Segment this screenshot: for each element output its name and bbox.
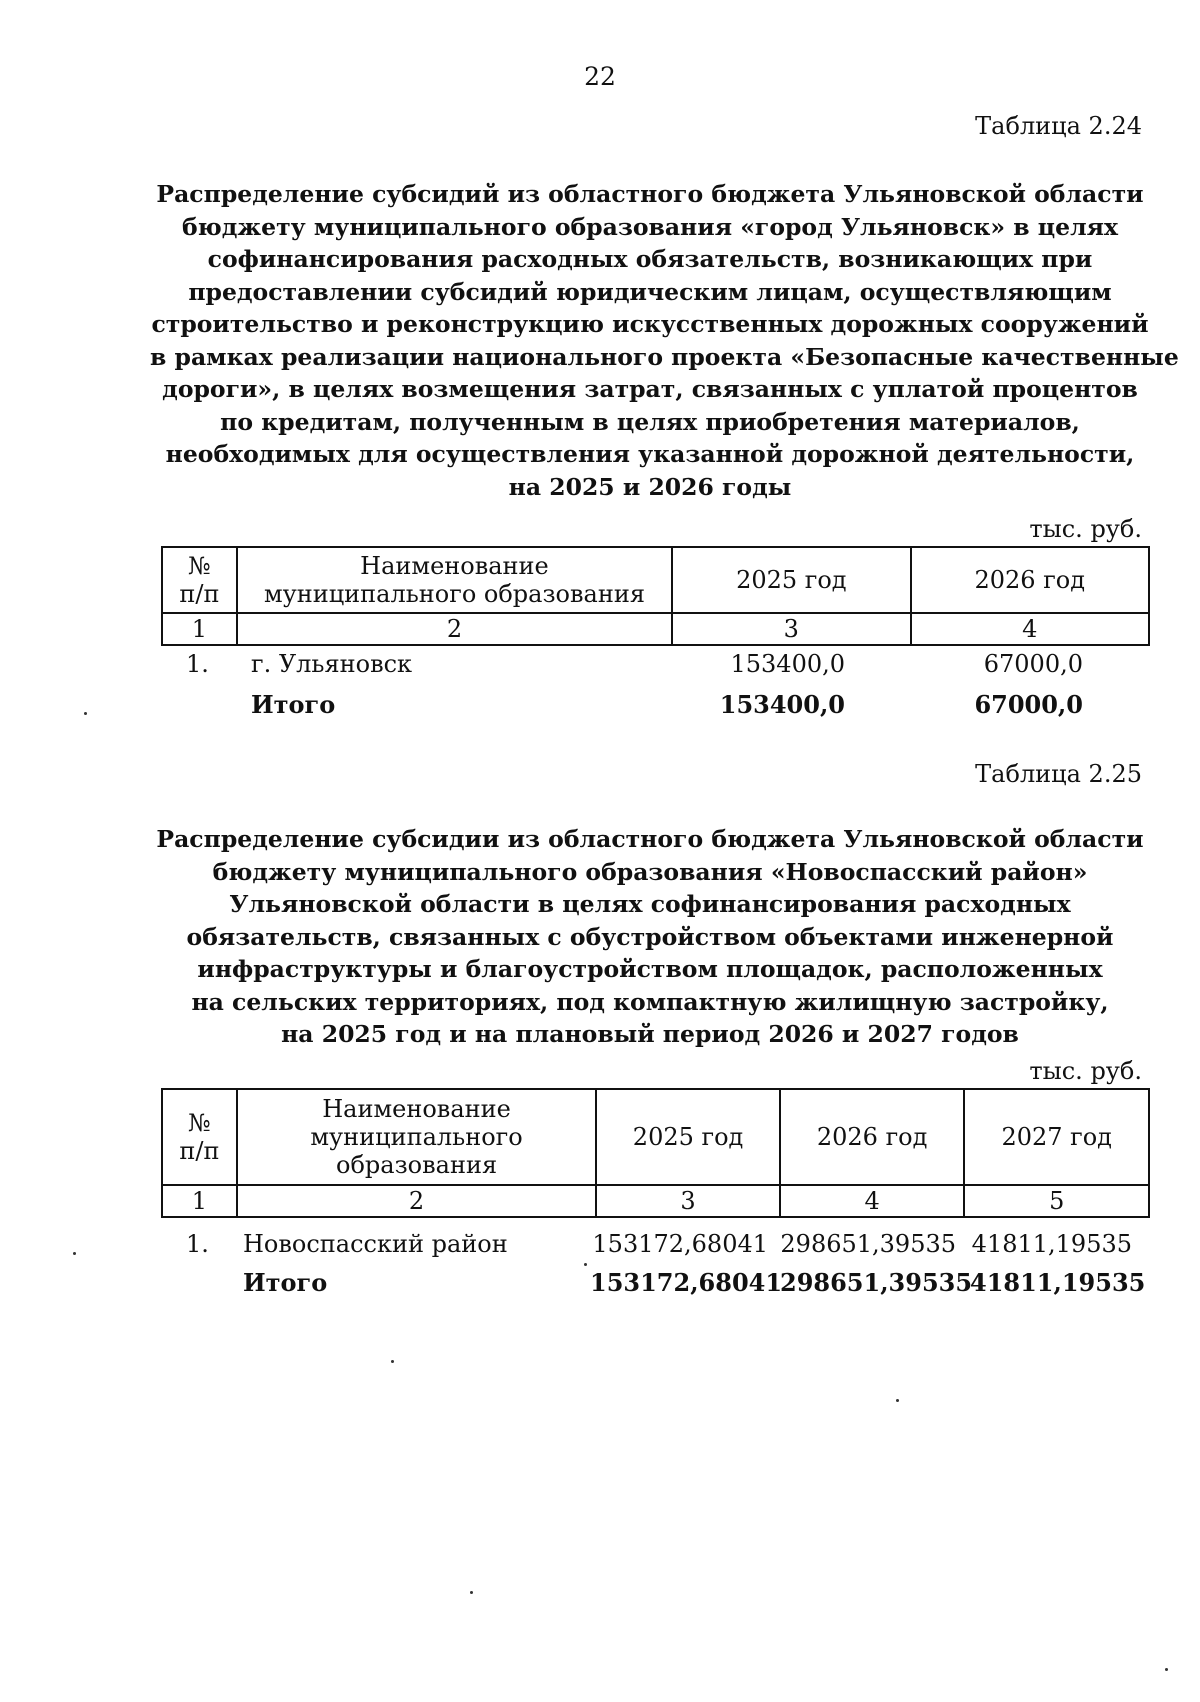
row-value-2027: 41811,19535: [971, 1230, 1132, 1258]
title-line: в рамках реализации национального проекта «Безопасные качественные: [150, 342, 1179, 371]
row-value-2026: 67000,0: [983, 650, 1083, 678]
header-num-line: №: [188, 1109, 211, 1137]
title-line: инфраструктуры и благоустройством площадок, расположенных: [197, 955, 1103, 983]
title-line: бюджету муниципального образования «Новоспасский район»: [212, 857, 1088, 886]
title-line: на 2025 год и на плановый период 2026 и 2027 годов: [281, 1020, 1019, 1048]
total-value-2026: 67000,0: [974, 690, 1083, 719]
table-title-2-24: [150, 178, 1179, 503]
total-row: [0, 1268, 1200, 1298]
header-2025-cell: 2025 год: [672, 547, 910, 613]
title-line: обязательств, связанных с обустройством объектами инженерной: [186, 922, 1114, 951]
row-number: 1.: [186, 1230, 209, 1258]
table-header-2-25: [161, 1088, 1150, 1218]
scan-speck: [470, 1591, 473, 1594]
scan-speck: [84, 712, 87, 715]
title-line: Распределение субсидии из областного бюджета Ульяновской области: [156, 825, 1144, 853]
column-number-cell: 1: [162, 613, 237, 645]
table-header-2-24: [161, 546, 1150, 646]
total-label: Итого: [251, 690, 336, 719]
scan-speck: [584, 1263, 587, 1266]
table-row: [0, 650, 1200, 680]
header-2027-cell: 2027 год: [964, 1089, 1149, 1185]
header-name-line: образования: [336, 1151, 498, 1179]
title-line: предоставлении субсидий юридическим лицам, осуществляющим: [188, 277, 1112, 306]
row-value-2025: 153400,0: [730, 650, 845, 678]
column-number-cell: 4: [911, 613, 1149, 645]
units-label-2-25: тыс. руб.: [1029, 1057, 1142, 1085]
title-line: Распределение субсидий из областного бюджета Ульяновской области: [156, 180, 1144, 208]
header-num-line: №: [188, 552, 211, 580]
table-title-2-25: [150, 823, 1150, 1051]
title-line: на сельских территориях, под компактную жилищную застройку,: [191, 987, 1109, 1016]
table-row: [0, 1230, 1200, 1260]
header-name-cell: [237, 547, 672, 613]
header-name-line: Наименование: [322, 1095, 511, 1123]
total-label: Итого: [243, 1268, 328, 1297]
header-num-line: п/п: [179, 1137, 220, 1165]
scan-speck: [73, 1252, 76, 1255]
header-num-cell: [162, 547, 237, 613]
total-value-2025: 153400,0: [719, 690, 845, 719]
title-line: бюджету муниципального образования «город Ульяновск» в целях: [181, 212, 1119, 241]
page-number: 22: [584, 62, 616, 91]
column-number-cell: 5: [964, 1185, 1149, 1217]
column-number-cell: 3: [596, 1185, 780, 1217]
column-number-cell: 4: [780, 1185, 965, 1217]
table-label-2-24: Таблица 2.24: [975, 112, 1142, 140]
row-value-2025: 153172,68041: [592, 1230, 768, 1258]
title-line: необходимых для осуществления указанной дорожной деятельности,: [165, 440, 1135, 468]
scan-speck: [1165, 1668, 1168, 1671]
title-line: строительство и реконструкцию искусственных дорожных сооружений: [151, 310, 1149, 338]
header-num-line: п/п: [179, 580, 220, 608]
title-line: дороги», в целях возмещения затрат, связанных с уплатой процентов: [162, 375, 1138, 403]
column-number-cell: 1: [162, 1185, 237, 1217]
header-2026-cell: 2026 год: [911, 547, 1149, 613]
header-num-cell: [162, 1089, 237, 1185]
total-row: [0, 690, 1200, 720]
row-name: г. Ульяновск: [251, 650, 413, 678]
total-value-2026: 298651,39535: [780, 1268, 973, 1297]
title-line: на 2025 и 2026 годы: [508, 472, 792, 501]
header-2026-cell: 2026 год: [780, 1089, 965, 1185]
header-name-cell: [237, 1089, 596, 1185]
table-label-2-25: Таблица 2.25: [975, 760, 1142, 788]
header-name-line: муниципального: [310, 1123, 523, 1151]
column-number-cell: 2: [237, 613, 672, 645]
title-line: софинансирования расходных обязательств, возникающих при: [207, 245, 1093, 273]
column-number-cell: 3: [672, 613, 910, 645]
header-name-line: муниципального образования: [263, 580, 645, 608]
scan-speck: [896, 1399, 899, 1402]
total-value-2025: 153172,68041: [590, 1268, 783, 1297]
title-line: Ульяновской области в целях софинансирования расходных: [229, 890, 1071, 918]
row-value-2026: 298651,39535: [780, 1230, 956, 1258]
row-number: 1.: [186, 650, 209, 678]
units-label-2-24: тыс. руб.: [1029, 515, 1142, 543]
header-name-line: Наименование: [360, 552, 549, 580]
column-number-cell: 2: [237, 1185, 596, 1217]
title-line: по кредитам, полученным в целях приобретения материалов,: [220, 407, 1080, 436]
scan-speck: [391, 1360, 394, 1363]
header-2025-cell: 2025 год: [596, 1089, 780, 1185]
row-name: Новоспасский район: [243, 1230, 508, 1258]
total-value-2027: 41811,19535: [970, 1268, 1146, 1297]
